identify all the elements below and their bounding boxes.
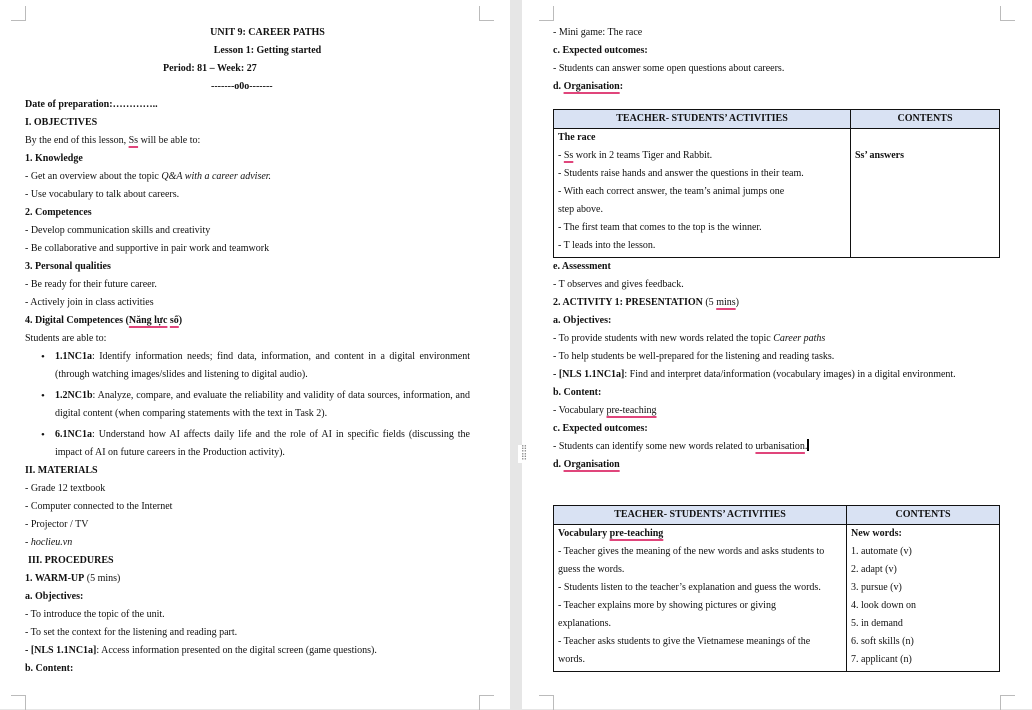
nls-code: 1.1NC1a <box>55 351 92 362</box>
outcome-item <box>553 438 1000 456</box>
corner-mark <box>11 695 26 710</box>
right-page-content[interactable] <box>553 24 1000 672</box>
content-subheading: b. Content: <box>553 387 602 398</box>
material-item: - Grade 12 textbook <box>25 483 106 494</box>
corner-mark <box>1000 6 1015 21</box>
corner-mark <box>539 695 554 710</box>
outcome-item: - Students can answer some open questions about careers. <box>553 63 785 74</box>
contents-cell[interactable] <box>847 525 1000 672</box>
spelling-flag[interactable]: pre-teaching <box>609 528 664 539</box>
text: : Understand how AI affects daily life and the role of AI in specific fields (discussing the impact of AI on future careers in the Production activity). <box>55 429 470 458</box>
spelling-flag[interactable]: Ss <box>563 150 574 161</box>
spelling-flag[interactable]: pre-teaching <box>606 405 657 416</box>
competences-heading: 2. Competences <box>25 207 92 218</box>
students-able: Students are able to: <box>25 333 107 344</box>
knowledge-item <box>25 168 470 186</box>
objective-item: - To set the context for the listening and reading part. <box>25 627 238 638</box>
activity-line: - Students raise hands and answer the questions in their team. <box>558 168 804 179</box>
nls-code: - [NLS 1.1NC1a] <box>25 645 97 656</box>
nls-code: 1.2NC1b <box>55 390 93 401</box>
column-header: TEACHER- STUDENTS’ ACTIVITIES <box>554 506 847 525</box>
column-header: TEACHER- STUDENTS’ ACTIVITIES <box>554 110 851 129</box>
material-item: - Projector / TV <box>25 519 89 530</box>
activity-line <box>558 147 846 165</box>
page-left[interactable] <box>0 0 510 709</box>
activity-line: - Students listen to the teacher’s explanation and guess the words. <box>558 582 821 593</box>
word-item: 7. applicant (n) <box>851 654 912 665</box>
corner-mark <box>479 6 494 21</box>
text: work in 2 teams Tiger and Rabbit. <box>573 150 713 161</box>
page-right[interactable] <box>522 0 1032 709</box>
text: : <box>619 81 624 92</box>
expected-outcomes-heading: c. Expected outcomes: <box>553 45 648 56</box>
text: : Analyze, compare, and evaluate the reliability and validity of data sources, information, and digital content (when comparing statements with the text in Task 2). <box>55 390 470 419</box>
spelling-flag[interactable]: Năng lực <box>128 315 168 326</box>
digital-competences-heading <box>25 312 470 330</box>
text: will be able to: <box>138 135 201 146</box>
contents-cell[interactable] <box>851 129 1000 258</box>
content-item: - Mini game: The race <box>553 27 643 38</box>
bullet-item <box>55 348 470 384</box>
word-item: 6. soft skills (n) <box>851 636 914 647</box>
personal-quality-item: - Actively join in class activities <box>25 297 154 308</box>
text: ) <box>735 297 739 308</box>
assessment-item: - T observes and gives feedback. <box>553 279 684 290</box>
text-cursor <box>804 439 809 452</box>
website: hoclieu.vn <box>30 537 73 548</box>
column-header: CONTENTS <box>847 506 1000 525</box>
date-of-preparation: Date of preparation:………….. <box>25 99 158 110</box>
personal-quality-item: - Be ready for their future career. <box>25 279 157 290</box>
title-divider: -------o0o------- <box>211 81 273 92</box>
nls-code: - [NLS 1.1NC1a] <box>553 369 625 380</box>
content-item <box>553 402 1000 420</box>
text: 1. WARM-UP <box>25 573 85 584</box>
corner-mark <box>539 6 554 21</box>
assessment-heading: e. Assessment <box>553 261 611 272</box>
topic-title: Career paths <box>773 333 826 344</box>
text: - <box>25 537 31 548</box>
objectives-subheading: a. Objectives: <box>553 315 612 326</box>
activity-line: - The first team that comes to the top is the winner. <box>558 222 762 233</box>
activity-line: - With each correct answer, the team’s animal jumps one step above. <box>558 186 785 215</box>
word-item: 3. pursue (v) <box>851 582 902 593</box>
left-page-content[interactable] <box>25 24 470 678</box>
corner-mark <box>479 695 494 710</box>
spelling-flag[interactable]: urbanisation <box>755 441 805 452</box>
spelling-flag[interactable]: mins <box>716 297 736 308</box>
activities-table-presentation[interactable] <box>553 505 1000 672</box>
activity-heading <box>553 294 1000 312</box>
material-item: - Computer connected to the Internet <box>25 501 173 512</box>
text: (5 <box>702 297 717 308</box>
objective-item <box>25 642 470 660</box>
spelling-flag[interactable]: Organisation <box>563 459 620 470</box>
text: : Identify information needs; find data, information, and content in a digital environment (through watching images/slides and listening to digital audio). <box>55 351 470 380</box>
organisation-heading <box>553 78 1000 96</box>
objectives-intro <box>25 132 470 150</box>
spelling-flag[interactable]: số <box>169 315 179 326</box>
corner-mark <box>11 6 26 21</box>
digital-competence-list <box>25 348 470 462</box>
topic-title: Q&A with a career adviser. <box>161 171 272 182</box>
unit-title: UNIT 9: CAREER PATHS <box>210 27 325 38</box>
objective-item: - To introduce the topic of the unit. <box>25 609 165 620</box>
drag-handle-icon[interactable]: ⠿ ⠿ <box>518 445 530 463</box>
text: ) <box>178 315 183 326</box>
procedures-heading: III. PROCEDURES <box>28 555 114 566</box>
word-item: 1. automate (v) <box>851 546 912 557</box>
objective-item <box>553 366 1000 384</box>
bullet-item <box>55 426 470 462</box>
spelling-flag[interactable]: Ss <box>128 135 139 146</box>
objectives-subheading: a. Objectives: <box>25 591 84 602</box>
text: - Vocabulary <box>553 405 607 416</box>
knowledge-item: - Use vocabulary to talk about careers. <box>25 189 180 200</box>
contents-text: Ss’ answers <box>855 150 904 161</box>
knowledge-heading: 1. Knowledge <box>25 153 83 164</box>
activities-cell[interactable] <box>554 129 851 258</box>
activity-line: - Teacher gives the meaning of the new words and asks students to guess the words. <box>558 546 825 575</box>
organisation-heading <box>553 456 1000 474</box>
column-header: CONTENTS <box>851 110 1000 129</box>
text: (5 mins) <box>84 573 121 584</box>
expected-outcomes-heading: c. Expected outcomes: <box>553 423 648 434</box>
new-words-label: New words: <box>851 528 902 539</box>
nls-code: 6.1NC1a <box>55 429 92 440</box>
corner-mark <box>1000 695 1015 710</box>
material-item <box>25 534 470 552</box>
activity-title <box>558 525 842 543</box>
text: - <box>558 150 564 161</box>
competence-item: - Be collaborative and supportive in pair work and teamwork <box>25 243 270 254</box>
objective-item <box>553 330 1000 348</box>
text: - Get an overview about the topic <box>25 171 162 182</box>
competence-item: - Develop communication skills and creativity <box>25 225 211 236</box>
text: 2. ACTIVITY 1: PRESENTATION <box>553 297 703 308</box>
word-item: 5. in demand <box>851 618 903 629</box>
objectives-heading: I. OBJECTIVES <box>25 117 98 128</box>
spelling-flag[interactable]: Organisation <box>563 81 620 92</box>
activities-cell[interactable] <box>554 525 847 672</box>
text: 4. Digital Competences ( <box>25 315 129 326</box>
word-item: 4. look down on <box>851 600 916 611</box>
personal-qualities-heading: 3. Personal qualities <box>25 261 111 272</box>
text: . <box>804 441 808 452</box>
text: Vocabulary <box>558 528 610 539</box>
period-week: Period: 81 – Week: 27 <box>163 63 257 74</box>
text: d. <box>553 81 564 92</box>
content-subheading: b. Content: <box>25 663 74 674</box>
lesson-title: Lesson 1: Getting started <box>213 45 322 56</box>
text: : Access information presented on the digital screen (game questions). <box>96 645 377 656</box>
word-item: 2. adapt (v) <box>851 564 897 575</box>
text: d. <box>553 459 564 470</box>
materials-heading: II. MATERIALS <box>25 465 98 476</box>
text: - To provide students with new words related the topic <box>553 333 774 344</box>
activity-line: - T leads into the lesson. <box>558 240 656 251</box>
text: By the end of this lesson, <box>25 135 129 146</box>
text: - Students can identify some new words related to <box>553 441 756 452</box>
activity-line: - Teacher explains more by showing pictures or giving explanations. <box>558 600 776 629</box>
activity-title: The race <box>558 132 596 143</box>
bullet-item <box>55 387 470 423</box>
text: : Find and interpret data/information (vocabulary images) in a digital environment. <box>624 369 956 380</box>
objective-item: - To help students be well-prepared for the listening and reading tasks. <box>553 351 835 362</box>
warmup-heading <box>25 570 470 588</box>
activity-line: - Teacher asks students to give the Vietnamese meanings of the words. <box>558 636 811 665</box>
activities-table-warmup[interactable] <box>553 109 1000 258</box>
